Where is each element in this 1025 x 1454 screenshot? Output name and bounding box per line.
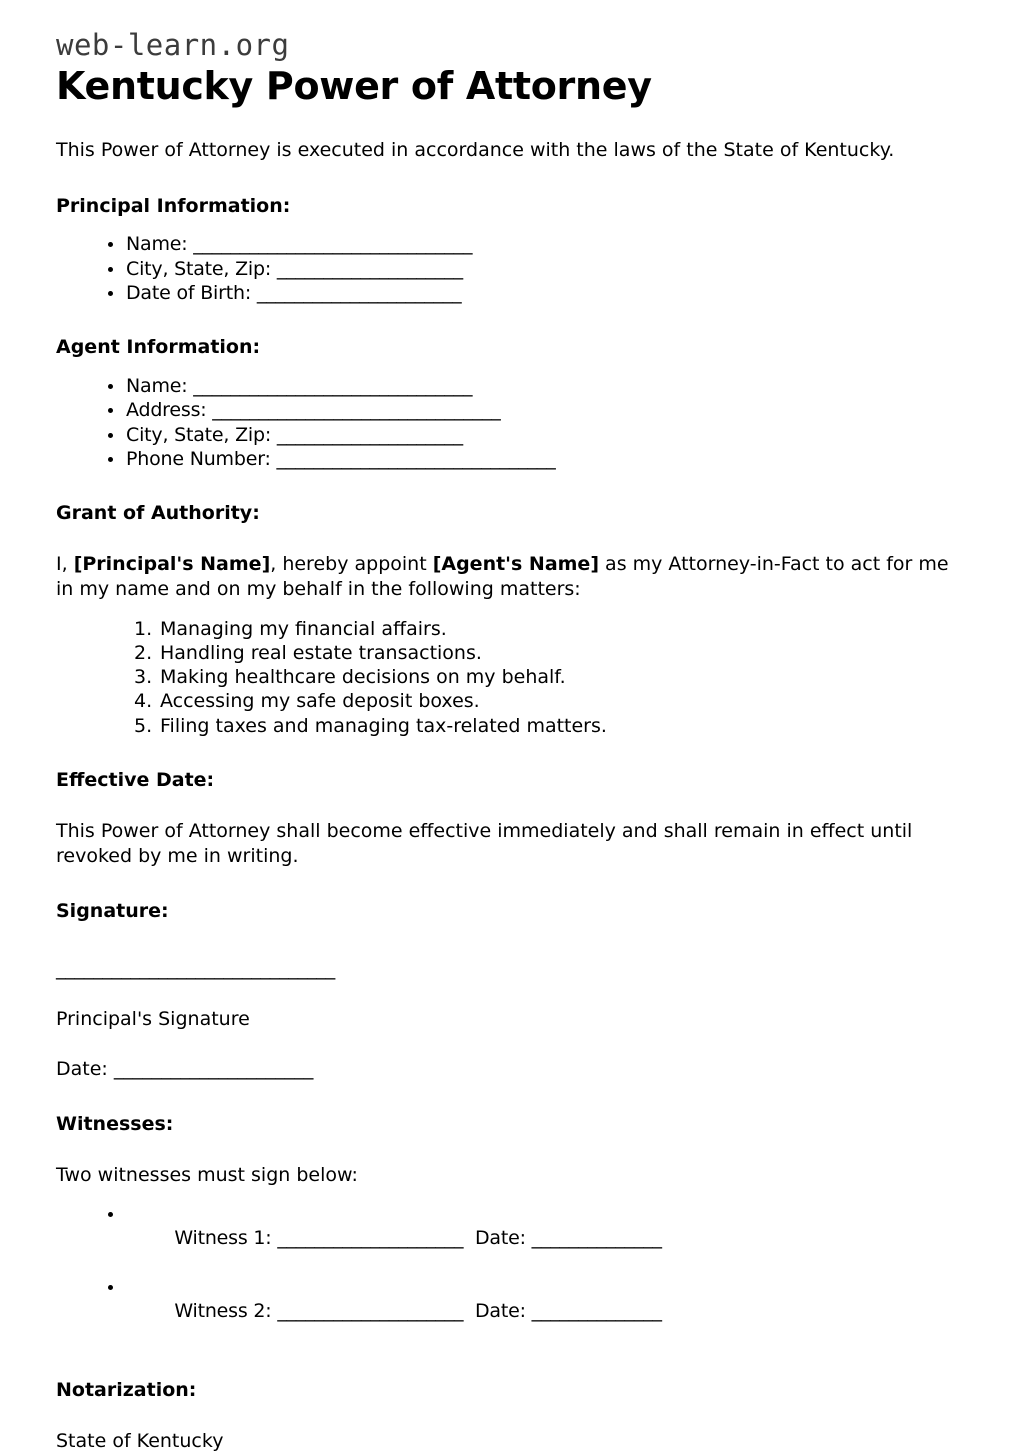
agent-phone-number-field: Phone Number: ______________________________ xyxy=(126,448,556,470)
list-item xyxy=(108,232,965,256)
effective-date-paragraph: This Power of Attorney shall become effective immediately and shall remain in effect until revoked by me in writing. xyxy=(56,819,913,868)
section-heading-principal-information: Principal Information: xyxy=(56,194,291,217)
principal-name-field: Name: ______________________________ xyxy=(126,233,473,256)
grant-of-authority-paragraph xyxy=(56,552,965,603)
grant-lead-in: I, xyxy=(56,553,74,575)
list-item xyxy=(108,281,965,305)
list-item: Managing my financial affairs. xyxy=(160,617,447,640)
list-item xyxy=(108,1202,965,1275)
witness-1-row: Witness 1: ____________________ Date: ______________ xyxy=(174,1227,662,1250)
principal-information-list xyxy=(56,232,965,305)
agent-name-field: Name: ______________________________ xyxy=(126,375,473,398)
list-item xyxy=(108,423,965,447)
principal-date-of-birth-field: Date of Birth: ______________________ xyxy=(126,282,462,305)
grant-middle-text: , hereby appoint xyxy=(270,553,433,575)
list-item: Filing taxes and managing tax-related matters. xyxy=(160,714,607,737)
principal-signature-caption: Principal's Signature xyxy=(56,1007,250,1030)
section-heading-signature: Signature: xyxy=(56,900,169,923)
principal-city-state-zip-field: City, State, Zip: ____________________ xyxy=(126,257,463,280)
agent-information-list xyxy=(56,374,965,471)
list-item: Handling real estate transactions. xyxy=(160,641,482,664)
principal-signature-date-field: Date: _____________________ xyxy=(56,1058,314,1081)
agent-city-state-zip-field: City, State, Zip: ____________________ xyxy=(126,423,463,446)
principal-name-placeholder: [Principal's Name] xyxy=(73,553,271,575)
list-item xyxy=(108,374,965,398)
list-item xyxy=(108,447,965,471)
grant-tail-text: as my Attorney-in-Fact to act for me in my name and on my behalf in the following matters: xyxy=(56,553,949,601)
list-item xyxy=(108,257,965,281)
section-heading-witnesses: Witnesses: xyxy=(56,1113,174,1136)
witness-signature-list xyxy=(56,1202,965,1348)
section-heading-notarization: Notarization: xyxy=(56,1379,197,1401)
section-heading-agent-information: Agent Information: xyxy=(56,336,261,359)
witness-instruction-text: Two witnesses must sign below: xyxy=(56,1163,358,1186)
intro-paragraph: This Power of Attorney is executed in accordance with the laws of the State of Kentucky. xyxy=(56,139,895,162)
agent-name-placeholder: [Agent's Name] xyxy=(432,553,600,575)
section-heading-grant-of-authority: Grant of Authority: xyxy=(56,502,260,525)
list-item: Making healthcare decisions on my behalf. xyxy=(160,666,566,689)
site-logo: web-learn.org xyxy=(56,28,290,62)
section-heading-effective-date: Effective Date: xyxy=(56,769,215,792)
notarization-state-line: State of Kentucky xyxy=(56,1429,224,1452)
agent-address-field: Address: _______________________________ xyxy=(126,399,501,422)
list-item: Accessing my safe deposit boxes. xyxy=(160,690,480,713)
page-title: Kentucky Power of Attorney xyxy=(56,63,652,108)
list-item xyxy=(108,1275,965,1348)
list-item xyxy=(108,398,965,422)
principal-signature-line: ______________________________ xyxy=(56,958,336,980)
witness-2-row: Witness 2: ____________________ Date: ______________ xyxy=(174,1300,662,1323)
granted-powers-list xyxy=(56,617,965,739)
